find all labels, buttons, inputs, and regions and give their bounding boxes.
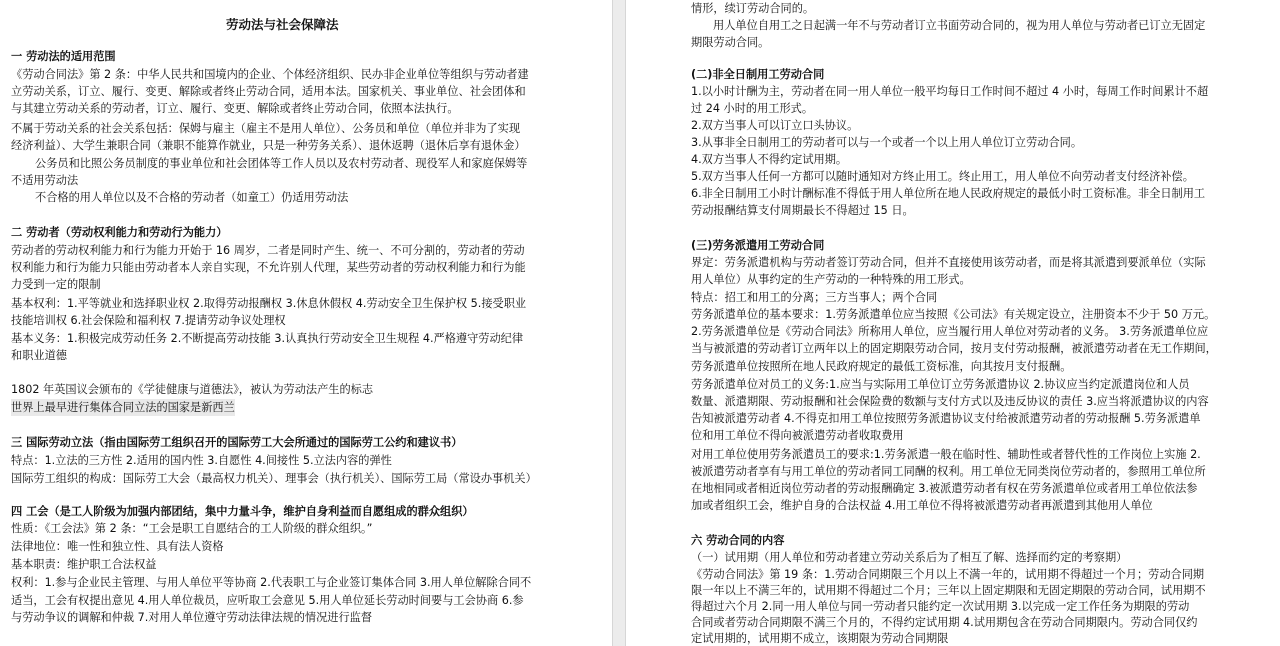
text-line: 6.非全日制用工小时计酬标准不得低于用人单位所在地人民政府规定的最低小时工资标准。非全日制用工 xyxy=(691,187,1206,200)
text-line: 对用工单位使用劳务派遣员工的要求:1.劳务派遣一般在临时性、辅助性或者替代性的工作岗位上实施 2. xyxy=(691,448,1201,461)
text-line: 技能培训权 6.社会保险和福利权 7.提请劳动争议处理权 xyxy=(11,314,286,327)
text-line: 定试用期的，试用期不成立，该期限为劳动合同期限 xyxy=(691,632,949,645)
right-page xyxy=(626,0,1280,646)
section-heading: 一 劳动法的适用范围 xyxy=(11,50,116,63)
text-line: 世界上最早进行集体合同立法的国家是新西兰 xyxy=(11,401,235,414)
text-line: 告知被派遣劳动者 4.不得克扣用工单位按照劳务派遣协议支付给被派遣劳动者的劳动报酬 5.劳务派遣单 xyxy=(691,412,1201,425)
section-heading: 四 工会（是工人阶级为加强内部团结，集中力量斗争，维护自身利益而自愿组成的群众组织） xyxy=(11,505,474,518)
text-line: 劳动者的劳动权利能力和行为能力开始于 16 周岁，二者是同时产生、统一、不可分割的，劳动者的劳动 xyxy=(11,244,525,257)
section-heading: (二)非全日制用工劳动合同 xyxy=(691,68,825,81)
text-line: 当与被派遣的劳动者订立两年以上的固定期限劳动合同，按月支付劳动报酬，被派遣劳动者在无工作期间， xyxy=(691,342,1217,355)
text-line: 在地相同或者相近岗位劳动者的劳动报酬确定 3.被派遣劳动者有权在劳务派遣单位或者用工单位依法参 xyxy=(691,482,1198,495)
text-line: 经济利益）、大学生兼职合同（兼职不能算作就业，只是一种劳务关系）、退休返聘（退休后享有退休金） xyxy=(11,139,526,152)
text-line: 情形，续订劳动合同的。 xyxy=(691,2,815,15)
text-line: 5.双方当事人任何一方都可以随时通知对方终止用工。终止用工，用人单位不向劳动者支付经济补偿。 xyxy=(691,170,1194,183)
text-line: 用人单位）从事约定的生产劳动的一种特殊的用工形式。 xyxy=(691,273,971,286)
text-line: 过 24 小时的用工形式。 xyxy=(691,102,814,115)
text-line: 劳动报酬结算支付周期最长不得超过 15 日。 xyxy=(691,204,914,217)
text-line: 基本权利：1.平等就业和选择职业权 2.取得劳动报酬权 3.休息休假权 4.劳动安全卫生保护权 5.接受职业 xyxy=(11,297,527,310)
text-line: 不合格的用人单位以及不合格的劳动者（如童工）仍适用劳动法 xyxy=(35,191,349,204)
section-heading: 三 国际劳动立法（指由国际劳工组织召开的国际劳工大会所通过的国际劳工公约和建议书） xyxy=(11,436,463,449)
text-line: 适当，工会有权提出意见 4.用人单位裁员，应听取工会意见 5.用人单位延长劳动时间要与工会协商 6.参 xyxy=(11,594,524,607)
text-line: 国际劳工组织的构成：国际劳工大会（最高权力机关）、理事会（执行机关）、国际劳工局（常设办事机关） xyxy=(11,472,537,485)
text-line: 1.以小时计酬为主，劳动者在同一用人单位一般平均每日工作时间不超过 4 小时，每周工作时间累计不超 xyxy=(691,85,1209,98)
document-title: 劳动法与社会保障法 xyxy=(226,17,339,32)
text-line: 和职业道德 xyxy=(11,349,67,362)
text-line: 基本义务：1.积极完成劳动任务 2.不断提高劳动技能 3.认真执行劳动安全卫生规程 4.严格遵守劳动纪律 xyxy=(11,332,524,345)
text-line: 特点：招工和用工的分离；三方当事人；两个合同 xyxy=(691,291,938,304)
text-line: 4.双方当事人不得约定试用期。 xyxy=(691,153,848,166)
text-line: 2.双方当事人可以订立口头协议。 xyxy=(691,119,859,132)
text-line: 权利：1.参与企业民主管理、与用人单位平等协商 2.代表职工与企业签订集体合同 3.用人单位解除合同不 xyxy=(11,576,532,589)
text-line: 1802 年英国议会颁布的《学徒健康与道德法》，被认为劳动法产生的标志 xyxy=(11,383,374,396)
text-line: 被派遣劳动者享有与用工单位的劳动者同工同酬的权利。用工单位无同类岗位劳动者的，参照用工单位所 xyxy=(691,465,1206,478)
text-line: 劳务派遣单位对员工的义务:1.应当与实际用工单位订立劳务派遣协议 2.协议应当约定派遣岗位和人员 xyxy=(691,378,1190,391)
text-line: 基本职责：维护职工合法权益 xyxy=(11,558,157,571)
text-line: 劳务派遣单位的基本要求：1.劳务派遣单位应当按照《公司法》有关规定设立，注册资本不少于 50 万元。 xyxy=(691,308,1216,321)
text-line: 与其建立劳动关系的劳动者，订立、履行、变更、解除或者终止劳动合同，依照本法执行。 xyxy=(11,102,459,115)
left-page xyxy=(0,0,612,646)
text-line: 公务员和比照公务员制度的事业单位和社会团体等工作人员以及农村劳动者、现役军人和家庭保姆等 xyxy=(35,157,528,170)
section-heading: 二 劳动者（劳动权利能力和劳动行为能力） xyxy=(11,226,228,239)
text-line: 合同或者劳动合同期限不满三个月的，不得约定试用期 4.试用期包含在劳动合同期限内。劳动合同仅约 xyxy=(691,616,1198,629)
text-line: （一）试用期（用人单位和劳动者建立劳动关系后为了相互了解、选择而约定的考察期） xyxy=(691,551,1128,564)
text-line: 期限劳动合同。 xyxy=(691,36,770,49)
section-heading: (三)劳务派遣用工劳动合同 xyxy=(691,239,825,252)
text-line: 《劳动合同法》第 19 条：1.劳动合同期限三个月以上不满一年的，试用期不得超过一个月；劳动合同期 xyxy=(691,568,1205,581)
text-line: 力受到一定的限制 xyxy=(11,278,101,291)
text-line: 《劳动合同法》第 2 条：中华人民共和国境内的企业、个体经济组织、民办非企业单位等组织与劳动者建 xyxy=(11,68,529,81)
section-heading: 六 劳动合同的内容 xyxy=(691,534,785,547)
text-line: 得超过六个月 2.同一用人单位与同一劳动者只能约定一次试用期 3.以完成一定工作任务为期限的劳动 xyxy=(691,600,1190,613)
text-line: 界定：劳务派遣机构与劳动者签订劳动合同，但并不直接使用该劳动者，而是将其派遣到要派单位（实际 xyxy=(691,256,1206,269)
text-line: 与劳动争议的调解和仲裁 7.对用人单位遵守劳动法律法规的情况进行监督 xyxy=(11,611,373,624)
text-line: 权利能力和行为能力只能由劳动者本人亲自实现，不允许别人代理，某些劳动者的劳动权利能力和行为能 xyxy=(11,261,526,274)
text-line: 不属于劳动关系的社会关系包括：保姆与雇主（雇主不是用人单位）、公务员和单位（单位并非为了实现 xyxy=(11,122,521,135)
text-line: 性质：《工会法》第 2 条：“工会是职工自愿结合的工人阶级的群众组织。” xyxy=(11,522,373,535)
page-divider xyxy=(612,0,626,646)
text-line: 加或者组织工会，维护自身的合法权益 4.用工单位不得将被派遣劳动者再派遣到其他用人单位 xyxy=(691,499,1153,512)
text-line: 限一年以上不满三年的，试用期不得超过二个月；三年以上固定期限和无固定期限的劳动合同，试用期不 xyxy=(691,584,1206,597)
text-line: 立劳动关系，订立、履行、变更、解除或者终止劳动合同，适用本法。国家机关、事业单位、社会团体和 xyxy=(11,85,526,98)
text-line: 法律地位：唯一性和独立性、具有法人资格 xyxy=(11,540,224,553)
text-line: 数量、派遣期限、劳动报酬和社会保险费的数额与支付方式以及违反协议的责任 3.应当将派遣协议的内容 xyxy=(691,395,1209,408)
text-line: 2.劳务派遣单位是《劳动合同法》所称用人单位，应当履行用人单位对劳动者的义务。 3.劳务派遣单位应 xyxy=(691,325,1209,338)
text-line: 不适用劳动法 xyxy=(11,174,79,187)
text-line: 3.从事非全日制用工的劳动者可以与一个或者一个以上用人单位订立劳动合同。 xyxy=(691,136,1083,149)
text-line: 位和用工单位不得向被派遣劳动者收取费用 xyxy=(691,429,904,442)
text-line: 劳务派遣单位按照所在地人民政府规定的最低工资标准，向其按月支付报酬。 xyxy=(691,360,1072,373)
text-line: 用人单位自用工之日起满一年不与劳动者订立书面劳动合同的，视为用人单位与劳动者已订立无固定 xyxy=(713,19,1206,32)
text-line: 特点：1.立法的三方性 2.适用的国内性 3.自愿性 4.间接性 5.立法内容的弹性 xyxy=(11,454,392,467)
